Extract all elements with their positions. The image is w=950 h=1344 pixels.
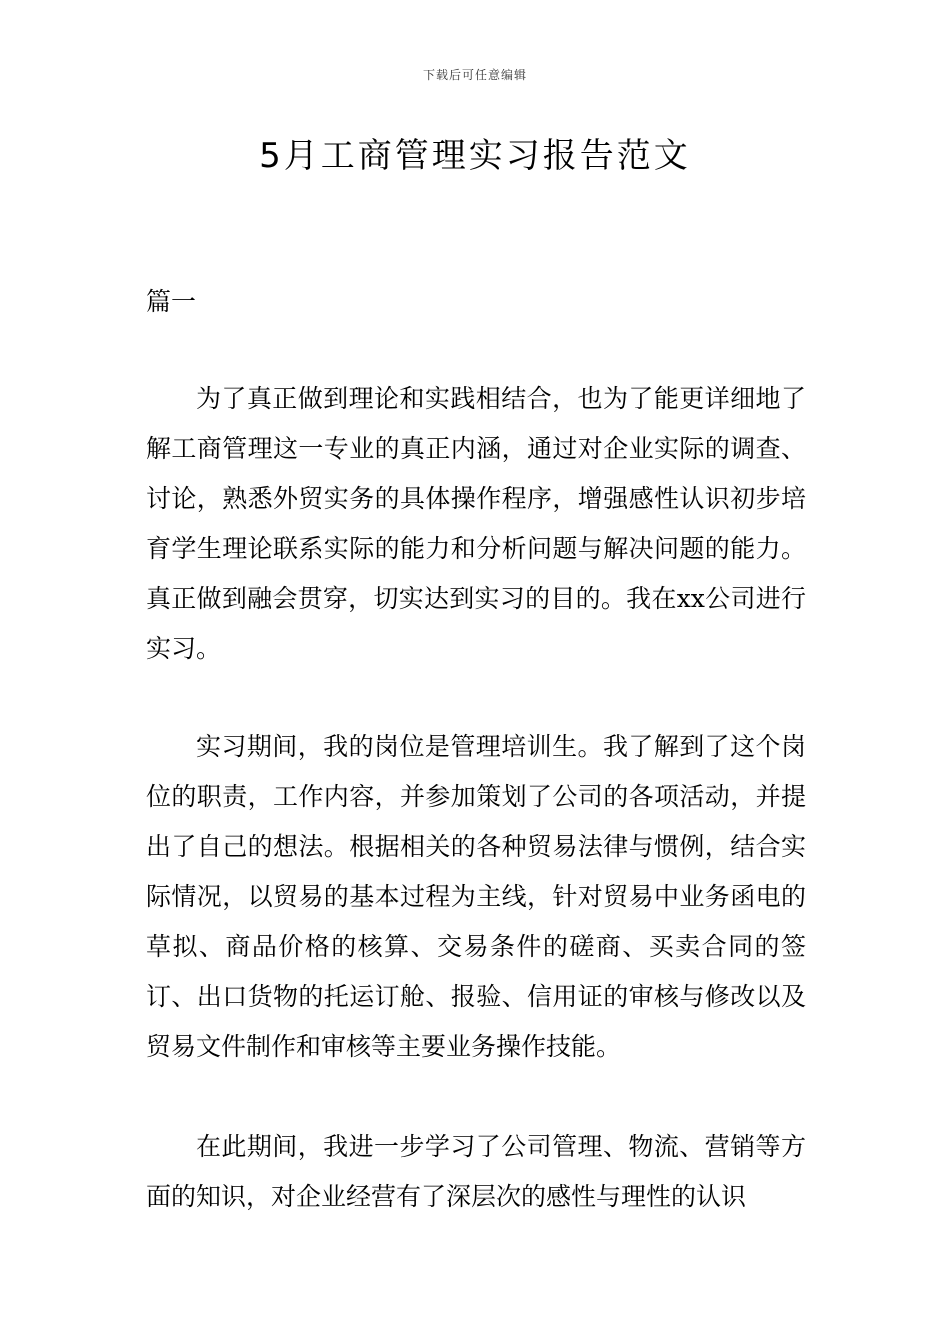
header-note: 下载后可任意编辑 bbox=[422, 68, 527, 82]
paragraph: 实习期间，我的岗位是管理培训生。我了解到了这个岗位的职责，工作内容，并参加策划了公司的各项活动，并提出了自己的想法。根据相关的各种贸易法律与惯例，结合实际情况，以贸易的基本过程为主线，针对贸易中业务函电的草拟、商品价格的核算、交易条件的磋商、买卖合同的签订、出口货物的托运订舱、报验、信用证的审核与修改以及贸易文件制作和审核等主要业务操作技能。 bbox=[146, 732, 806, 1061]
section-heading: 篇一 bbox=[146, 287, 197, 316]
paragraph: 为了真正做到理论和实践相结合，也为了能更详细地了解工商管理这一专业的真正内涵，通过对企业实际的调查、讨论，熟悉外贸实务的具体操作程序，增强感性认识初步培育学生理论联系实际的能力和分析问题与解决问题的能力。真正做到融会贯穿，切实达到实习的目的。我在xx公司进行实习。 bbox=[146, 384, 806, 663]
document-title: 5月工商管理实习报告范文 bbox=[259, 136, 691, 176]
paragraph: 在此期间，我进一步学习了公司管理、物流、营销等方面的知识，对企业经营有了深层次的感性与理性的认识 bbox=[146, 1132, 806, 1211]
